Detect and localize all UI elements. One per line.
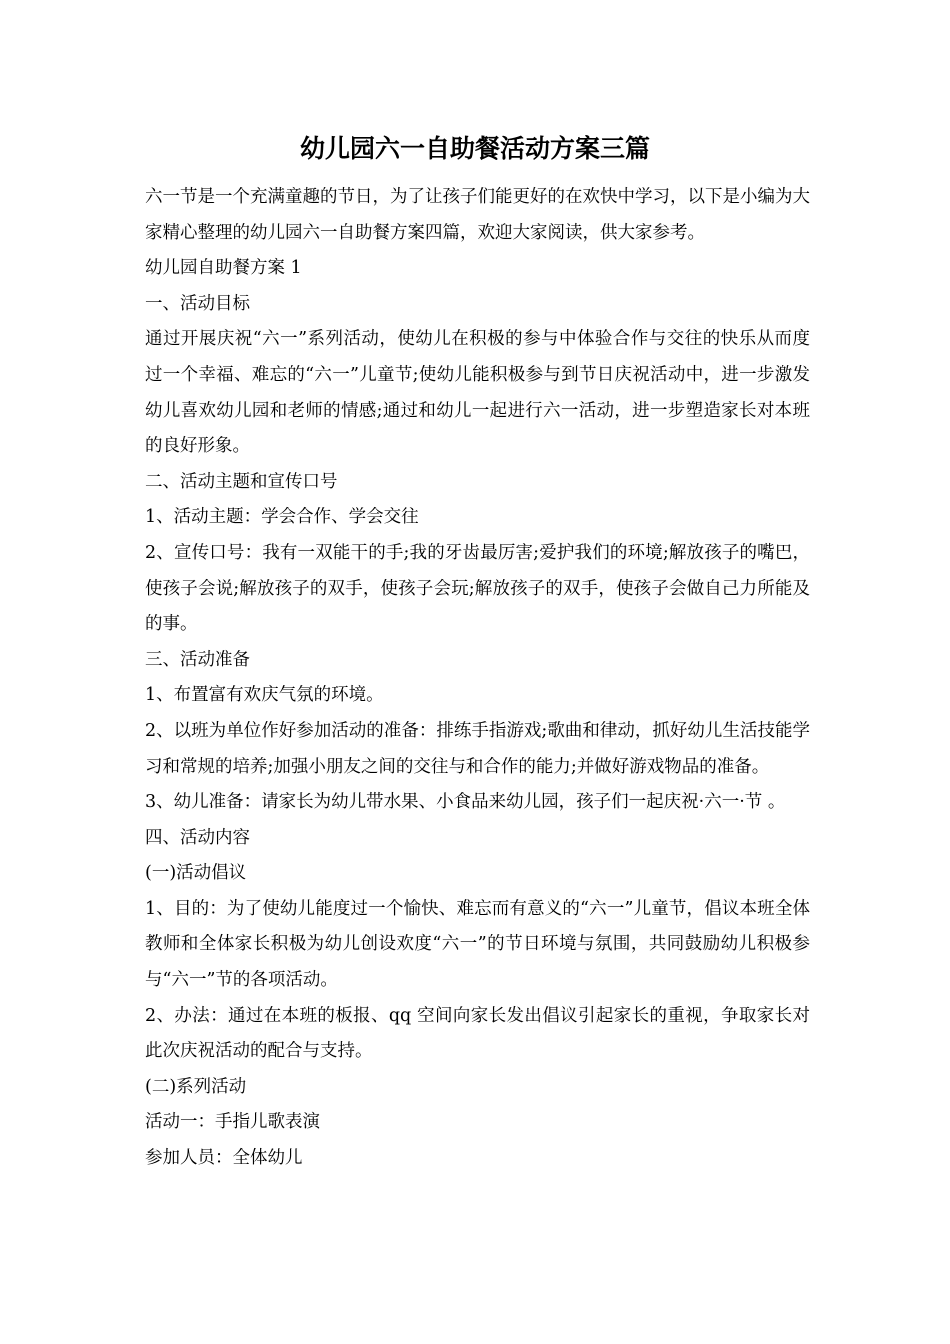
slogan-item: 2、宣传口号：我有一双能干的手;我的牙齿最厉害;爱护我们的环境;解放孩子的嘴巴，使孩子会说;解放孩子的双手，使孩子会玩;解放孩子的双手，使孩子会做自己力所能及的事。 [145,542,810,635]
section-heading-preparation: 三、活动准备 [145,649,250,670]
section-heading-theme: 二、活动主题和宣传口号 [145,471,338,492]
preparation-item-1: 1、布置富有欢庆气氛的环境。 [145,685,384,706]
preparation-item-2: 2、以班为单位作好参加活动的准备：排练手指游戏;歌曲和律动，抓好幼儿生活技能学习和常规的培养;加强小朋友之间的交往与和合作的能力;并做好游戏物品的准备。 [145,720,810,777]
section-heading-content: 四、活动内容 [145,827,250,848]
plan-heading: 幼儿园自助餐方案 1 [145,258,302,279]
theme-item: 1、活动主题：学会合作、学会交往 [145,507,419,528]
proposal-purpose: 1、目的：为了使幼儿能度过一个愉快、难忘而有意义的“六一”儿童节，倡议本班全体教师和全体家长积极为幼儿创设欢度“六一”的节日环境与氛围，共同鼓励幼儿积极参与“六一”节的各项活动。 [145,898,810,991]
intro-paragraph: 六一节是一个充满童趣的节日，为了让孩子们能更好的在欢快中学习，以下是小编为大家精心整理的幼儿园六一自助餐方案四篇，欢迎大家阅读，供大家参考。 [145,187,810,243]
preparation-item-3: 3、幼儿准备：请家长为幼儿带水果、小食品来幼儿园，孩子们一起庆祝·六一·节 。 [145,792,786,813]
activity-one-title: 活动一：手指儿歌表演 [145,1112,320,1133]
activity-one-participants: 参加人员：全体幼儿 [145,1148,303,1169]
subsection-heading-proposal: (一)活动倡议 [145,863,247,884]
document-title: 幼儿园六一自助餐活动方案三篇 [299,134,650,163]
section-heading-goals: 一、活动目标 [145,293,250,314]
proposal-method: 2、办法：通过在本班的板报、qq 空间向家长发出倡议引起家长的重视，争取家长对此次庆祝活动的配合与支持。 [145,1005,810,1062]
goals-paragraph: 通过开展庆祝“六一”系列活动，使幼儿在积极的参与中体验合作与交往的快乐从而度过一个幸福、难忘的“六一”儿童节;使幼儿能积极参与到节日庆祝活动中，进一步激发幼儿喜欢幼儿园和老师的情感;通过和幼儿一起进行六一活动，进一步塑造家长对本班的良好形象。 [145,329,810,457]
document-body [145,180,810,1177]
subsection-heading-series: (二)系列活动 [145,1076,247,1097]
